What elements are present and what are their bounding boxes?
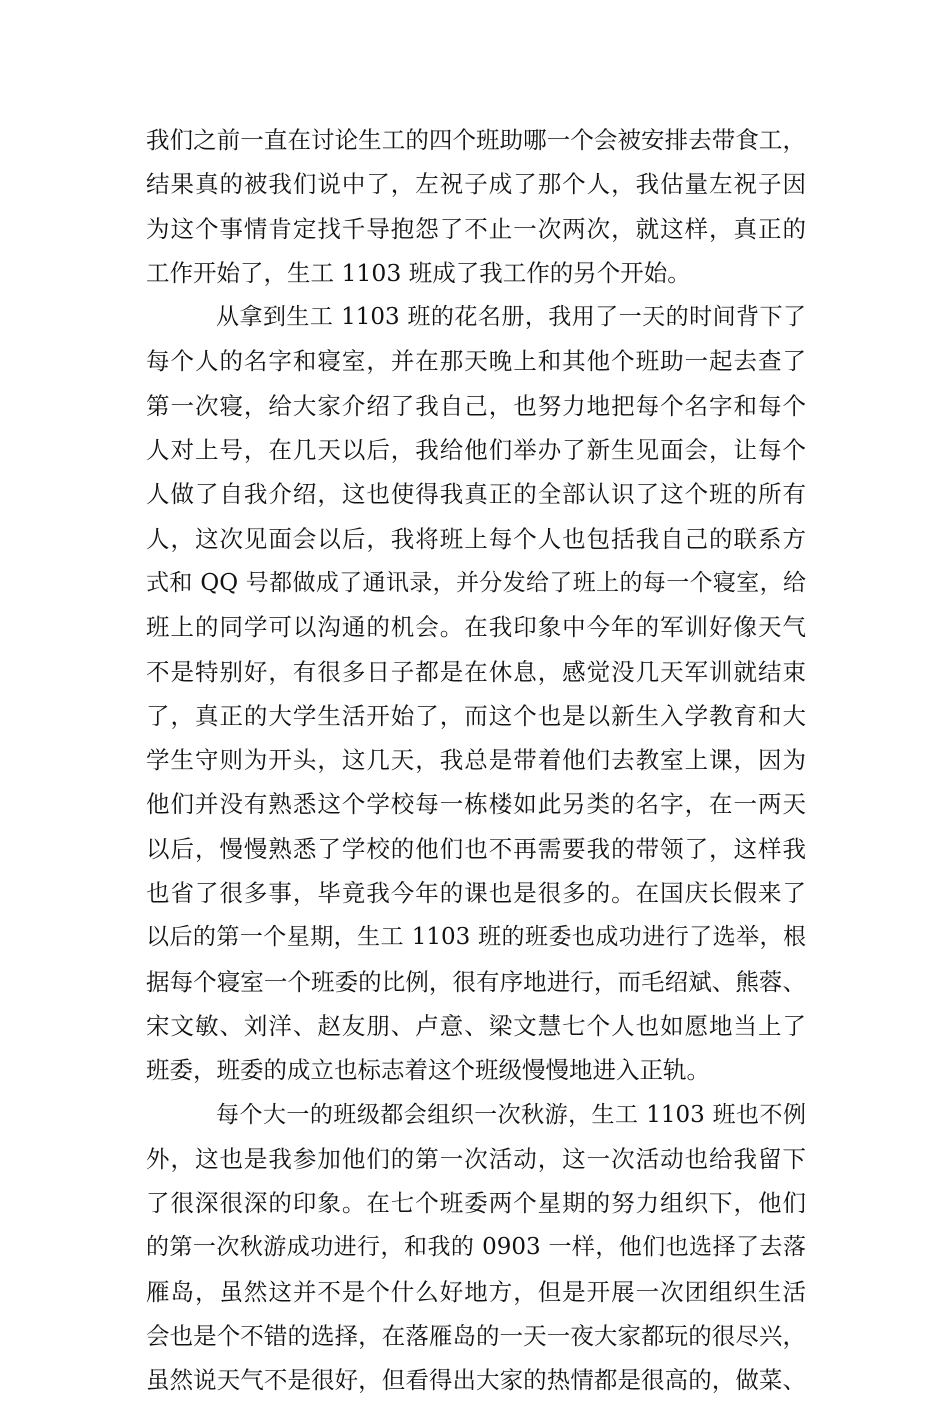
text-line: 从拿到生工 1103 班的花名册，我用了一天的时间背下了 (216, 304, 806, 331)
text-line: 了很深很深的印象。在七个班委两个星期的努力组织下，他们 (146, 1189, 806, 1218)
paragraph (146, 1093, 806, 1403)
text-line: 了，真正的大学生活开始了，而这个也是以新生入学教育和大 (146, 701, 806, 730)
text-line: 每个大一的班级都会组织一次秋游，生工 1103 班也不例 (216, 1101, 806, 1128)
text-line: 的第一次秋游成功进行，和我的 0903 一样，他们也选择了去落 (146, 1234, 806, 1261)
text-line: 会也是个不错的选择，在落雁岛的一天一夜大家都玩的很尽兴， (146, 1322, 806, 1351)
text-line: 第一次寝，给大家介绍了我自己，也努力地把每个名字和每个 (146, 391, 806, 420)
document-body (146, 118, 806, 1403)
text-line: 为这个事情肯定找千导抱怨了不止一次两次，就这样，真正的 (146, 214, 806, 243)
text-line: 我们之前一直在讨论生工的四个班助哪一个会被安排去带食工， (146, 126, 806, 154)
text-line: 人对上号，在几天以后，我给他们举办了新生见面会，让每个 (146, 436, 806, 465)
text-line: 结果真的被我们说中了，左祝子成了那个人，我估量左祝子因 (146, 170, 806, 199)
paragraph (146, 295, 806, 1092)
text-line: 他们并没有熟悉这个学校每一栋楼如此另类的名字，在一两天 (146, 790, 806, 819)
text-line: 学生守则为开头，这几天，我总是带着他们去教室上课，因为 (146, 746, 806, 775)
text-line: 不是特别好，有很多日子都是在休息，感觉没几天军训就结束 (146, 657, 806, 686)
text-line: 宋文敏、刘洋、赵友朋、卢意、梁文慧七个人也如愿地当上了 (146, 1011, 806, 1040)
text-line: 工作开始了，生工 1103 班成了我工作的另个开始。 (146, 258, 691, 287)
text-line: 人，这次见面会以后，我将班上每个人也包括我自己的联系方 (146, 524, 806, 553)
text-line: 雁岛，虽然这并不是个什么好地方，但是开展一次团组织生活 (146, 1277, 806, 1306)
text-line: 外，这也是我参加他们的第一次活动，这一次活动也给我留下 (146, 1144, 806, 1173)
text-line: 式和 QQ 号都做成了通讯录，并分发给了班上的每一个寝室，给 (146, 569, 806, 596)
text-line: 据每个寝室一个班委的比例，很有序地进行，而毛绍斌、熊蓉、 (146, 967, 806, 996)
text-line: 班上的同学可以沟通的机会。在我印象中今年的军训好像天气 (146, 613, 806, 642)
text-line: 以后的第一个星期，生工 1103 班的班委也成功进行了选举，根 (146, 924, 806, 951)
text-line: 以后，慢慢熟悉了学校的他们也不再需要我的带领了，这样我 (146, 834, 806, 863)
text-line: 虽然说天气不是很好，但看得出大家的热情都是很高的，做菜、 (146, 1366, 806, 1395)
text-line: 也省了很多事，毕竟我今年的课也是很多的。在国庆长假来了 (146, 879, 806, 908)
paragraph (146, 118, 806, 295)
text-line: 班委，班委的成立也标志着这个班级慢慢地进入正轨。 (146, 1056, 710, 1085)
text-line: 每个人的名字和寝室，并在那天晚上和其他个班助一起去查了 (146, 347, 806, 376)
text-line: 人做了自我介绍，这也使得我真正的全部认识了这个班的所有 (146, 480, 806, 509)
